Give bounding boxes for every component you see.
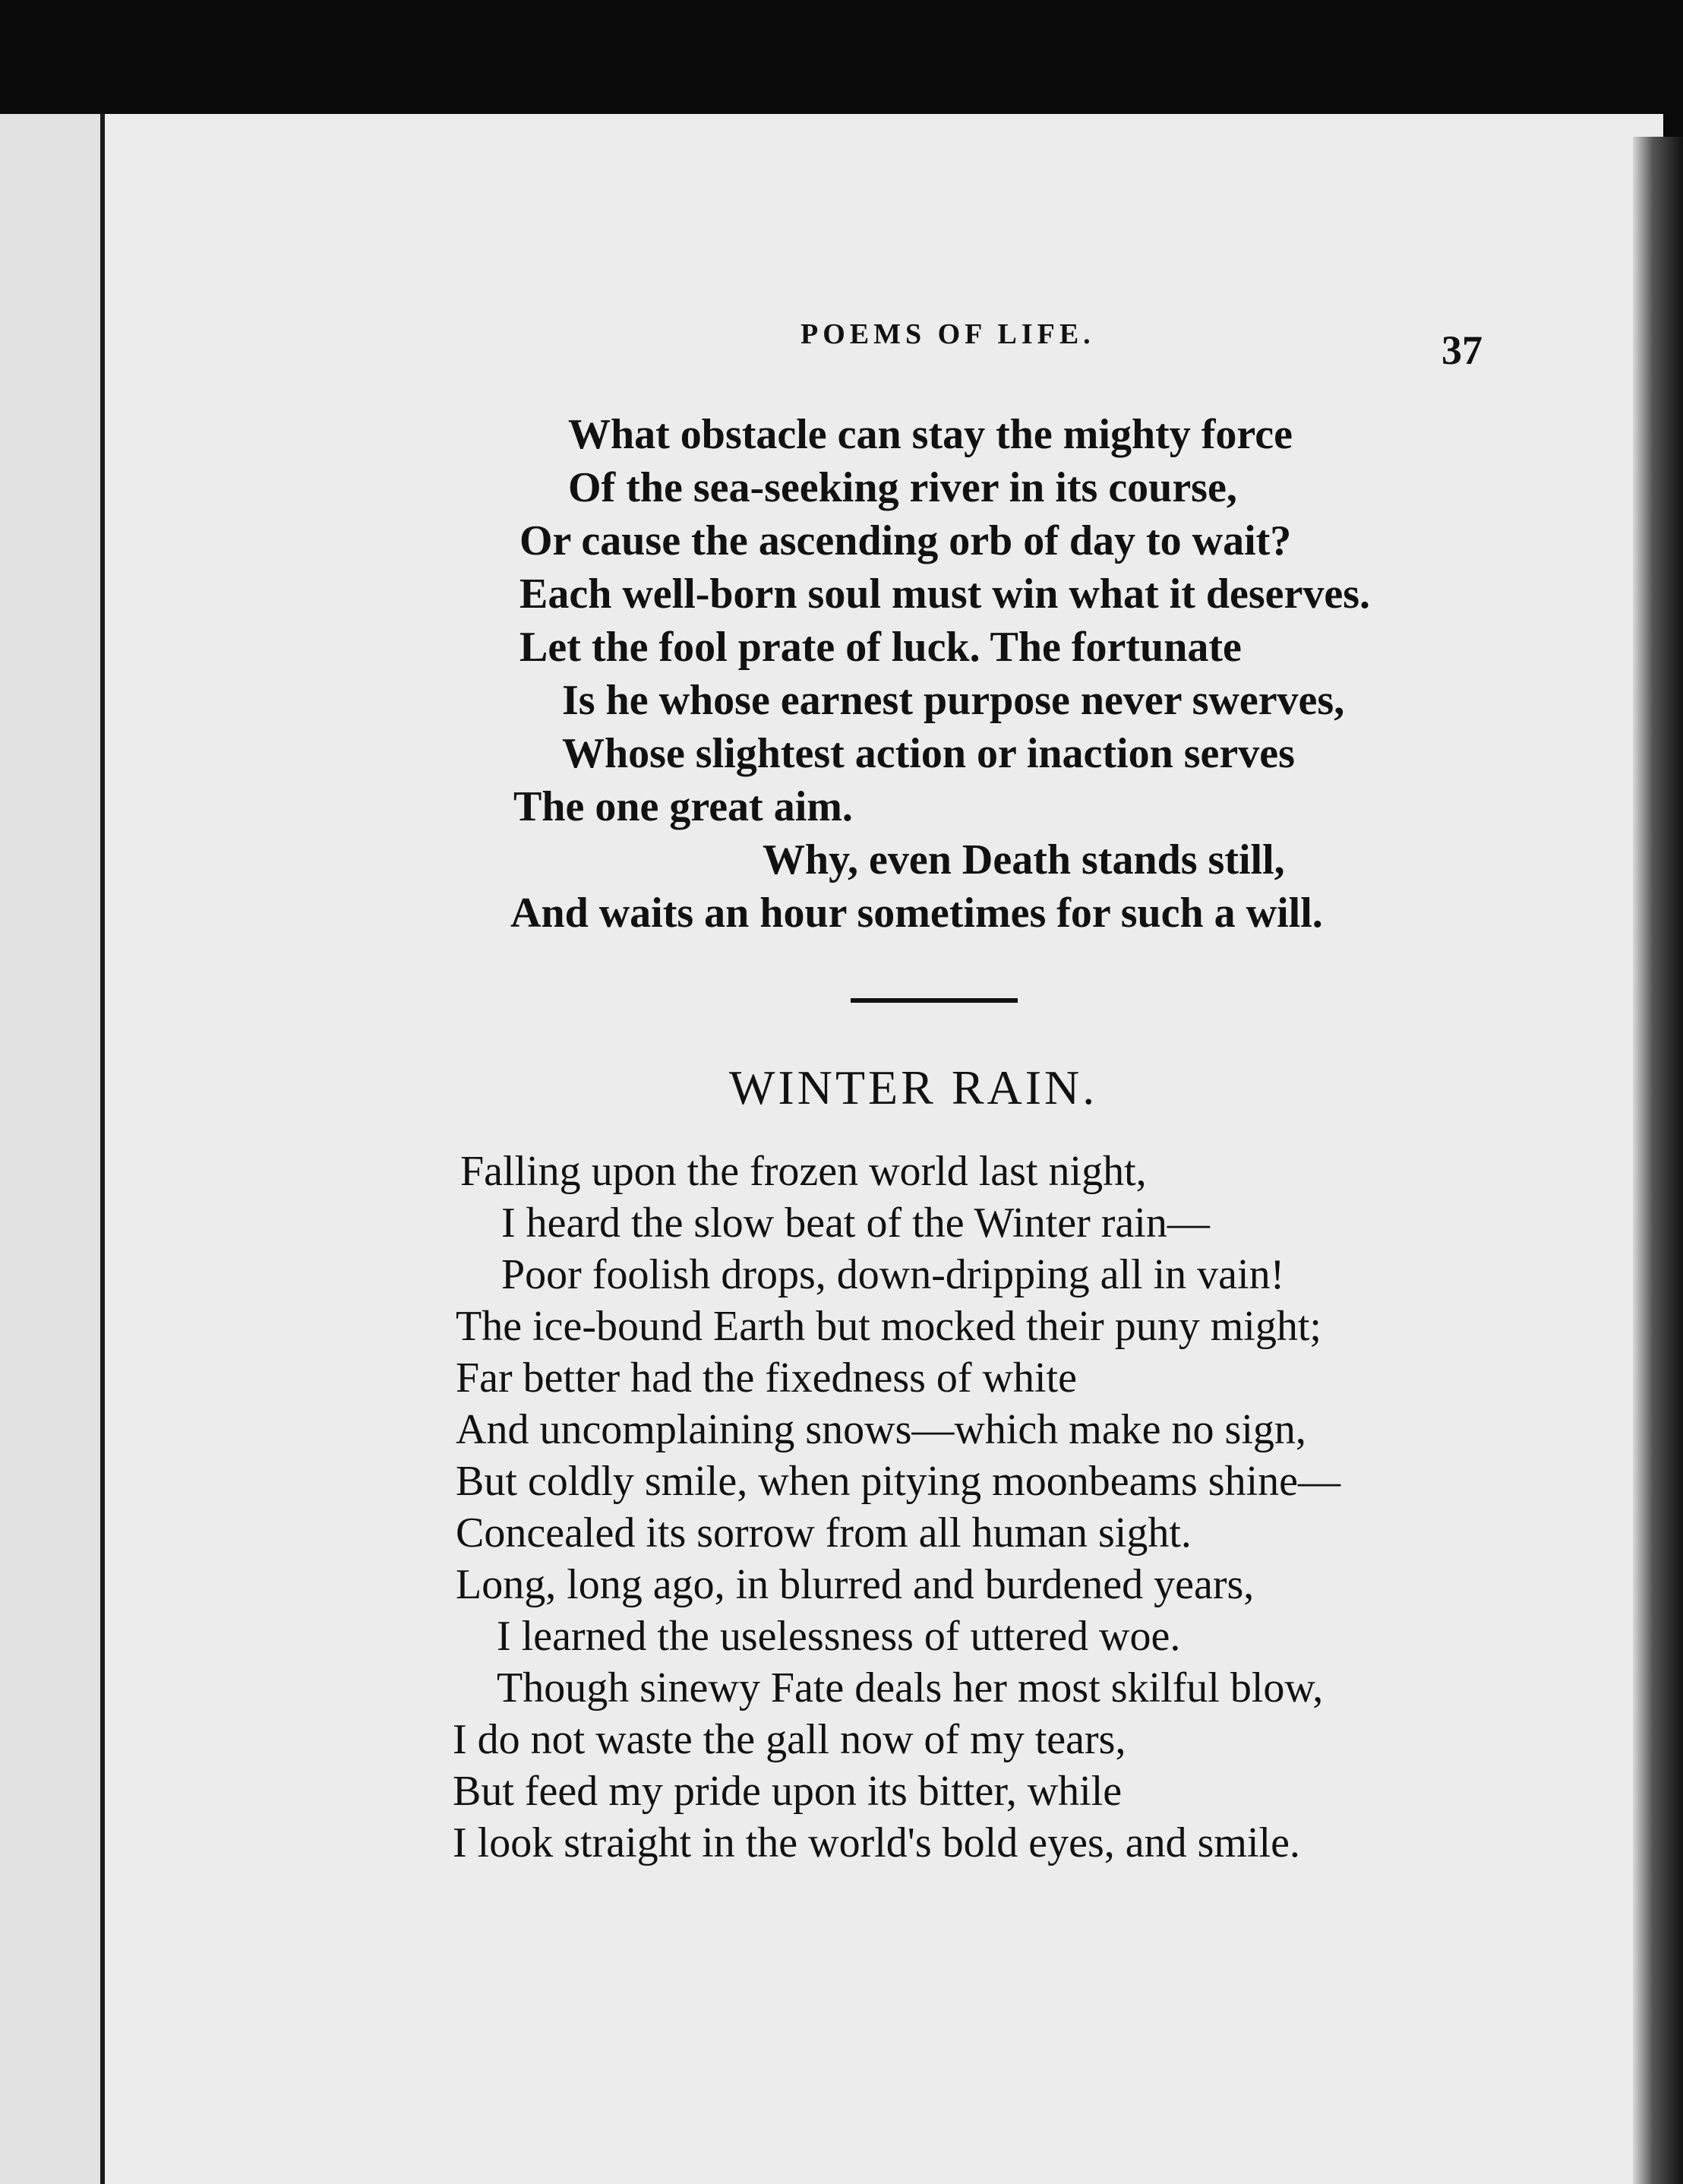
page-number: 37 bbox=[1441, 327, 1482, 373]
poem-line: Let the fool prate of luck. The fortunate bbox=[519, 624, 1242, 671]
poem-title: WINTER RAIN. bbox=[729, 1060, 1098, 1114]
poem-line: I learned the uselessness of uttered woe. bbox=[497, 1613, 1181, 1660]
poem-line: Or cause the ascending orb of day to wait? bbox=[519, 517, 1292, 564]
poem-line: Why, even Death stands still, bbox=[763, 836, 1285, 883]
poem-line: Poor foolish drops, down-dripping all in vain! bbox=[501, 1251, 1285, 1298]
running-title: POEMS OF LIFE. bbox=[800, 318, 1095, 350]
poem-line: Each well-born soul must win what it deserves. bbox=[519, 570, 1371, 618]
poem-line: The ice-bound Earth but mocked their puny might; bbox=[456, 1303, 1321, 1350]
poem-line: Far better had the fixedness of white bbox=[456, 1354, 1077, 1402]
poem-line: I look straight in the world's bold eyes, and smile. bbox=[453, 1819, 1300, 1866]
poem-line: But feed my pride upon its bitter, while bbox=[453, 1768, 1123, 1815]
facing-page-edge bbox=[0, 114, 100, 2184]
poem-line: I heard the slow beat of the Winter rain— bbox=[501, 1199, 1210, 1247]
poem-line: And uncomplaining snows—which make no sign, bbox=[456, 1406, 1306, 1453]
poem-line: Of the sea-seeking river in its course, bbox=[568, 464, 1237, 511]
page-edge-shadow bbox=[1633, 137, 1683, 2184]
poem-line: Is he whose earnest purpose never swerves, bbox=[562, 677, 1345, 724]
poem-line: Concealed its sorrow from all human sight. bbox=[456, 1509, 1192, 1557]
page-gutter bbox=[100, 114, 105, 2184]
poem-line: Falling upon the frozen world last night, bbox=[460, 1148, 1147, 1195]
poem-line: And waits an hour sometimes for such a will. bbox=[510, 890, 1323, 937]
poem-line: But coldly smile, when pitying moonbeams shine— bbox=[456, 1458, 1341, 1505]
poem-line: Whose slightest action or inaction serves bbox=[562, 730, 1295, 777]
section-divider bbox=[851, 998, 1018, 1003]
poem-line: I do not waste the gall now of my tears, bbox=[453, 1716, 1126, 1763]
poem-line: What obstacle can stay the mighty force bbox=[568, 411, 1293, 458]
poem-line: Though sinewy Fate deals her most skilful blow, bbox=[497, 1664, 1324, 1711]
poem-line: Long, long ago, in blurred and burdened years, bbox=[456, 1561, 1255, 1608]
poem-line: The one great aim. bbox=[513, 783, 853, 830]
